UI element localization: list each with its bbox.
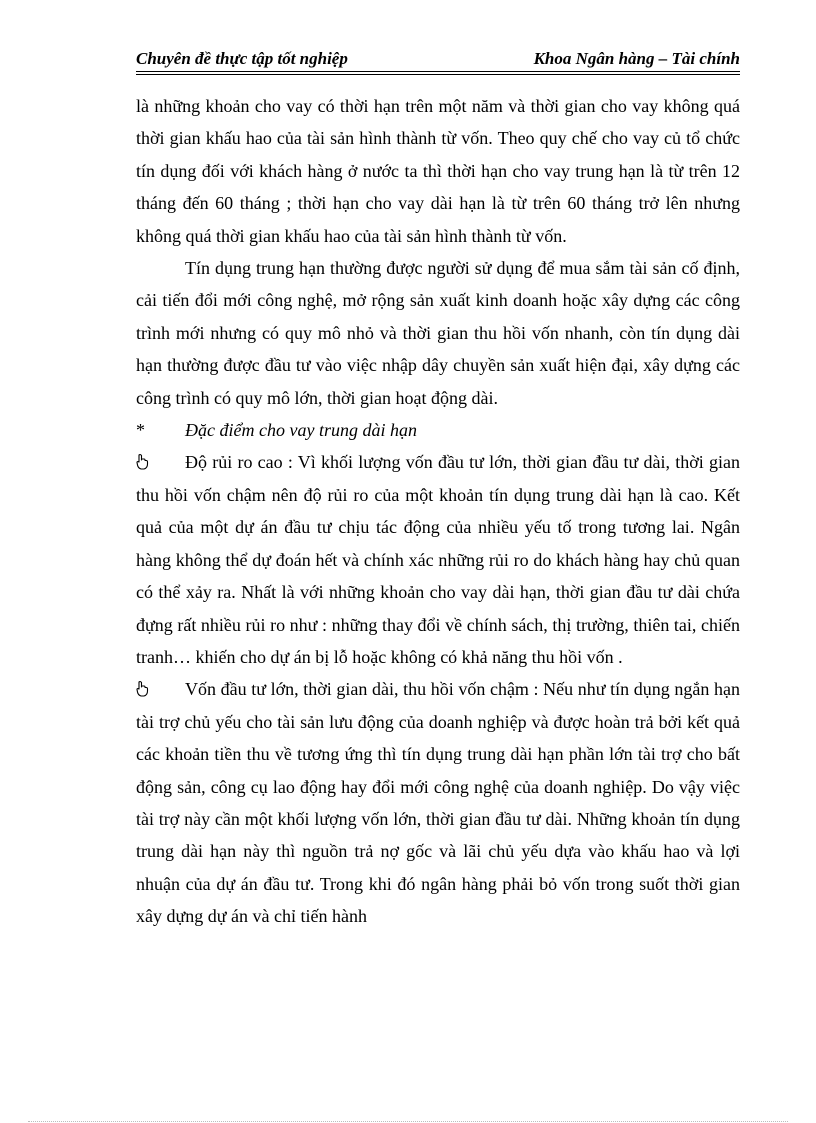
section-heading-line	[136, 414, 740, 446]
header-right-title: Khoa Ngân hàng – Tài chính	[533, 49, 740, 68]
page-bottom-dotted-border	[28, 1121, 788, 1122]
bullet-paragraph-1	[136, 446, 740, 673]
pointing-hand-icon	[136, 673, 156, 705]
section-heading: Đặc điểm cho vay trung dài hạn	[185, 420, 417, 441]
bullet-text-1: Độ rủi ro cao : Vì khối lượng vốn đầu tư lớn, thời gian đầu tư dài, thời gian thu hồi vốn chậm nên độ rủi ro của một khoản tín dụng trung dài hạn là cao. Kết quả của một dự án đầu tư chịu tác động của nhiều yếu tố trong tương lai. Ngân hàng không thể dự đoán hết và chính xác những rủi ro do khách hàng hay chủ quan có thể xảy ra. Nhất là với những khoản cho vay dài hạn, thời gian đầu tư dài chứa đựng rất nhiều rủi ro như : những thay đổi về chính sách, thị trường, thiên tai, chiến tranh… khiến cho dự án bị lỗ hoặc không có khả năng thu hồi vốn .	[136, 452, 740, 667]
bullet-paragraph-2	[136, 673, 740, 932]
header-rule-bottom	[136, 74, 740, 75]
paragraph-1: là những khoản cho vay có thời hạn trên một năm và thời gian cho vay không quá thời gian khấu hao của tài sản hình thành từ vốn. Theo quy chế cho vay củ tổ chức tín dụng đối với khách hàng ở nước ta thì thời hạn cho vay trung hạn là từ trên 12 tháng đến 60 tháng ; thời hạn cho vay dài hạn là từ trên 60 tháng trở lên nhưng không quá thời gian khấu hao của tài sản hình thành từ vốn.	[136, 96, 740, 246]
paragraph-2: Tín dụng trung hạn thường được người sử dụng để mua sắm tài sản cố định, cải tiến đổi mới công nghệ, mở rộng sản xuất kinh doanh hoặc xây dựng các công trình mới nhưng có quy mô nhỏ và thời gian thu hồi vốn nhanh, còn tín dụng dài hạn thường được đầu tư vào việc nhập dây chuyền sản xuất hiện đại, xây dựng các công trình có quy mô lớn, thời gian hoạt động dài.	[136, 258, 740, 408]
page-header	[136, 48, 740, 70]
asterisk-marker: *	[136, 420, 145, 441]
pointing-hand-icon	[136, 446, 156, 478]
bullet-text-2: Vốn đầu tư lớn, thời gian dài, thu hồi vốn chậm : Nếu như tín dụng ngắn hạn tài trợ chủ yếu cho tài sản lưu động của doanh nghiệp và được hoàn trả bởi kết quả các khoản tiền thu về tương ứng thì tín dụng trung dài hạn phần lớn tài trợ cho bất động sản, công cụ lao động hay đổi mới công nghệ của doanh nghiệp. Do vậy việc tài trợ này cần một khối lượng vốn lớn, thời gian đầu tư dài. Những khoản tín dụng trung dài hạn này thì nguồn trả nợ gốc và lãi chủ yếu dựa vào khấu hao và lợi nhuận của dự án đầu tư. Trong khi đó ngân hàng phải bỏ vốn trong suốt thời gian xây dựng dự án và chỉ tiến hành	[136, 679, 740, 927]
header-left-title: Chuyên đề thực tập tốt nghiệp	[136, 49, 348, 68]
header-rule-top	[136, 71, 740, 72]
document-body	[136, 90, 740, 933]
